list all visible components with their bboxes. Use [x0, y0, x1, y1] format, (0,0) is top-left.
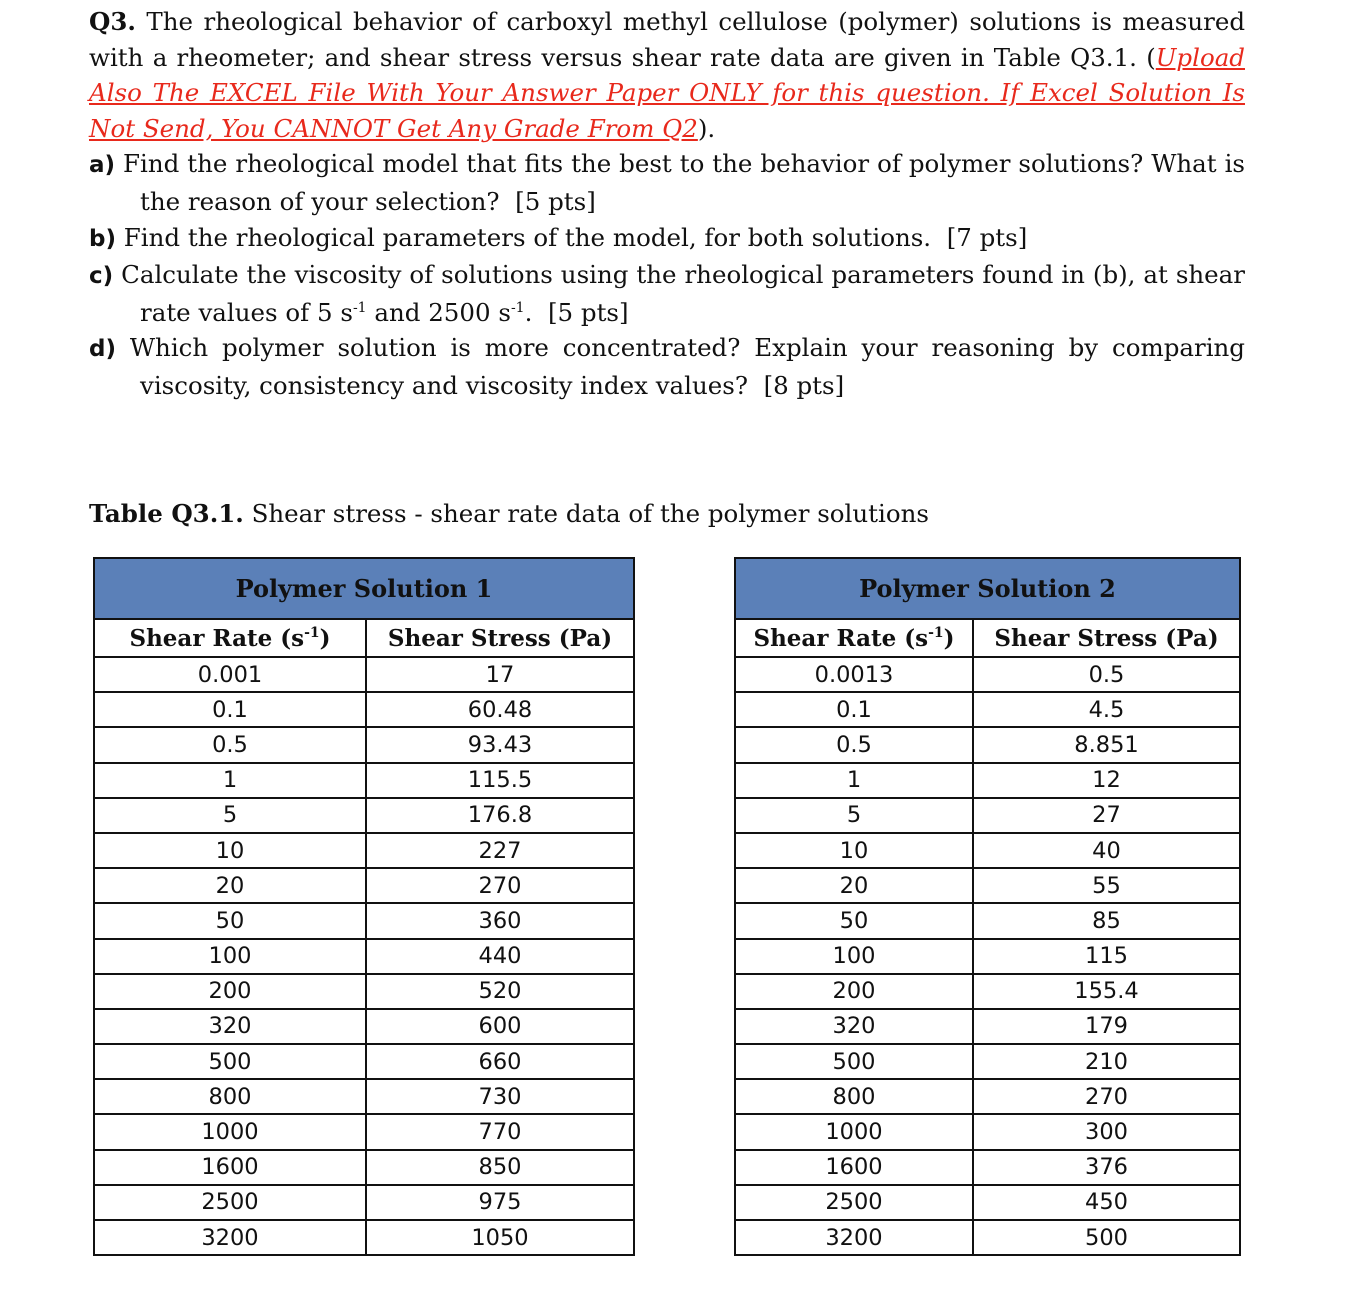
item-points: [8 pts]: [763, 370, 845, 400]
shear-rate-cell: 20: [735, 868, 973, 903]
item-text-mid: and 2500 s: [366, 297, 511, 327]
table-row: [94, 903, 634, 938]
shear-rate-cell: 1600: [94, 1150, 366, 1185]
shear-rate-cell: 0.1: [94, 692, 366, 727]
shear-stress-cell: 450: [973, 1185, 1240, 1220]
item-text: Which polymer solution is more concentrated? Explain your reasoning by comparing viscosity, consistency and viscosity index values?: [129, 333, 1245, 400]
shear-rate-cell: 5: [94, 798, 366, 833]
question-intro-text: The rheological behavior of carboxyl methyl cellulose (polymer) solutions is measured with a rheometer; and shear stress versus shear rate data are given in Table Q3.1.: [89, 7, 1245, 72]
table-caption-label: Table Q3.1.: [89, 499, 244, 528]
shear-stress-cell: 27: [973, 798, 1240, 833]
shear-stress-cell: 600: [366, 1009, 634, 1044]
shear-stress-cell: 8.851: [973, 727, 1240, 762]
question-intro: [89, 4, 1245, 146]
note-close-paren: ).: [697, 113, 716, 143]
shear-rate-cell: 20: [94, 868, 366, 903]
table-row: [94, 833, 634, 868]
shear-rate-cell: 3200: [94, 1220, 366, 1255]
shear-stress-header: Shear Stress (Pa): [973, 619, 1240, 657]
shear-rate-cell: 3200: [735, 1220, 973, 1255]
table-row: [735, 1044, 1240, 1079]
table-row: [735, 974, 1240, 1009]
shear-stress-cell: 55: [973, 868, 1240, 903]
table-row: [735, 798, 1240, 833]
shear-stress-cell: 360: [366, 903, 634, 938]
shear-rate-header: Shear Rate $(s^{-1})$: [94, 619, 366, 657]
polymer-solution-1-table: [93, 557, 635, 1256]
item-label: b): [89, 225, 116, 252]
table-row: [735, 1079, 1240, 1114]
shear-rate-cell: 1600: [735, 1150, 973, 1185]
table-body: [94, 657, 634, 1255]
shear-stress-cell: 500: [973, 1220, 1240, 1255]
table-row: [735, 903, 1240, 938]
question-item-b: [89, 220, 1245, 258]
question-label: Q3.: [89, 7, 136, 36]
shear-stress-cell: 85: [973, 903, 1240, 938]
table-caption-text: Shear stress - shear rate data of the polymer solutions: [251, 499, 929, 528]
table-row: [735, 727, 1240, 762]
table-title: Polymer Solution 2: [735, 558, 1240, 619]
item-text: Find the rheological parameters of the model, for both solutions.: [123, 222, 932, 252]
shear-stress-cell: 270: [366, 868, 634, 903]
shear-stress-cell: 179: [973, 1009, 1240, 1044]
shear-rate-cell: 200: [94, 974, 366, 1009]
table-row: [94, 1150, 634, 1185]
table-row: [94, 868, 634, 903]
shear-rate-cell: 1000: [94, 1114, 366, 1149]
shear-rate-cell: 500: [94, 1044, 366, 1079]
shear-rate-cell: 800: [94, 1079, 366, 1114]
item-label: c): [89, 263, 114, 290]
table-row: [735, 657, 1240, 692]
table-row: [94, 1044, 634, 1079]
shear-rate-cell: 50: [735, 903, 973, 938]
table-row: [735, 763, 1240, 798]
item-label: d): [89, 336, 116, 363]
shear-stress-cell: 850: [366, 1150, 634, 1185]
shear-rate-cell: 10: [735, 833, 973, 868]
shear-stress-cell: 155.4: [973, 974, 1240, 1009]
excel-upload-note: Upload Also The EXCEL File With Your Answer Paper ONLY for this question. If Excel Solution Is Not Send, You CANNOT Get Any Grade From Q2: [89, 42, 1245, 143]
item-points: [5 pts]: [515, 186, 596, 216]
item-text-after: .: [524, 297, 533, 327]
shear-rate-cell: 500: [735, 1044, 973, 1079]
shear-stress-cell: 210: [973, 1044, 1240, 1079]
shear-rate-cell: 0.5: [735, 727, 973, 762]
shear-stress-cell: 660: [366, 1044, 634, 1079]
shear-stress-cell: 730: [366, 1079, 634, 1114]
table-row: [735, 1185, 1240, 1220]
shear-rate-cell: 5: [735, 798, 973, 833]
shear-stress-cell: 770: [366, 1114, 634, 1149]
table-row: [94, 763, 634, 798]
shear-stress-cell: 40: [973, 833, 1240, 868]
table-row: [94, 939, 634, 974]
shear-stress-cell: 115: [973, 939, 1240, 974]
table-row: [735, 868, 1240, 903]
shear-stress-cell: 227: [366, 833, 634, 868]
shear-stress-cell: 17: [366, 657, 634, 692]
table-row: [94, 1185, 634, 1220]
table-row: [735, 1114, 1240, 1149]
shear-stress-cell: 440: [366, 939, 634, 974]
shear-rate-cell: 100: [735, 939, 973, 974]
table-caption: [89, 498, 929, 530]
table-row: [735, 1220, 1240, 1255]
shear-rate-cell: 100: [94, 939, 366, 974]
exponent: -1: [510, 299, 525, 316]
table-row: [94, 1009, 634, 1044]
shear-stress-header: Shear Stress (Pa): [366, 619, 634, 657]
item-points: [7 pts]: [946, 222, 1028, 252]
shear-rate-cell: 0.0013: [735, 657, 973, 692]
shear-stress-cell: 376: [973, 1150, 1240, 1185]
table-row: [94, 692, 634, 727]
table-row: [94, 1079, 634, 1114]
shear-rate-cell: 0.5: [94, 727, 366, 762]
shear-stress-cell: 12: [973, 763, 1240, 798]
shear-stress-cell: 270: [973, 1079, 1240, 1114]
table-row: [94, 1114, 634, 1149]
table-row: [94, 1220, 634, 1255]
item-points: [5 pts]: [547, 297, 629, 327]
shear-rate-cell: 1: [735, 763, 973, 798]
table-row: [735, 833, 1240, 868]
shear-stress-cell: 60.48: [366, 692, 634, 727]
shear-rate-cell: 200: [735, 974, 973, 1009]
shear-rate-cell: 1: [94, 763, 366, 798]
shear-rate-cell: 50: [94, 903, 366, 938]
question-item-c: [89, 257, 1245, 330]
table-title: Polymer Solution 1: [94, 558, 634, 619]
shear-stress-cell: 1050: [366, 1220, 634, 1255]
shear-rate-cell: 1000: [735, 1114, 973, 1149]
item-text-before: Calculate the viscosity of solutions using the rheological parameters found in (b), at shear rate values of 5 s: [121, 260, 1245, 327]
shear-rate-header: Shear Rate $(s^{-1})$: [735, 619, 973, 657]
shear-rate-cell: 0.001: [94, 657, 366, 692]
shear-stress-cell: 520: [366, 974, 634, 1009]
shear-rate-cell: 10: [94, 833, 366, 868]
table-row: [94, 657, 634, 692]
table-row: [94, 798, 634, 833]
shear-rate-cell: 320: [94, 1009, 366, 1044]
shear-rate-cell: 2500: [94, 1185, 366, 1220]
question-block: [89, 4, 1245, 404]
exponent: -1: [352, 299, 367, 316]
item-text: Find the rheological model that fits the best to the behavior of polymer solutions? What is the reason of your selection?: [123, 149, 1245, 216]
shear-rate-cell: 2500: [735, 1185, 973, 1220]
shear-stress-cell: 0.5: [973, 657, 1240, 692]
table-row: [735, 1009, 1240, 1044]
shear-stress-cell: 300: [973, 1114, 1240, 1149]
polymer-solution-2-table: [734, 557, 1241, 1256]
shear-stress-cell: 4.5: [973, 692, 1240, 727]
shear-rate-cell: 320: [735, 1009, 973, 1044]
shear-stress-cell: 93.43: [366, 727, 634, 762]
note-open-paren: (: [1146, 42, 1156, 72]
question-item-a: [89, 146, 1245, 219]
table-row: [735, 692, 1240, 727]
table-row: [735, 1150, 1240, 1185]
question-item-d: [89, 330, 1245, 403]
table-row: [94, 727, 634, 762]
shear-stress-cell: 115.5: [366, 763, 634, 798]
table-body: [735, 657, 1240, 1255]
table-row: [94, 974, 634, 1009]
shear-rate-cell: 800: [735, 1079, 973, 1114]
item-label: a): [89, 152, 116, 179]
table-row: [735, 939, 1240, 974]
shear-rate-cell: 0.1: [735, 692, 973, 727]
shear-stress-cell: 176.8: [366, 798, 634, 833]
shear-stress-cell: 975: [366, 1185, 634, 1220]
